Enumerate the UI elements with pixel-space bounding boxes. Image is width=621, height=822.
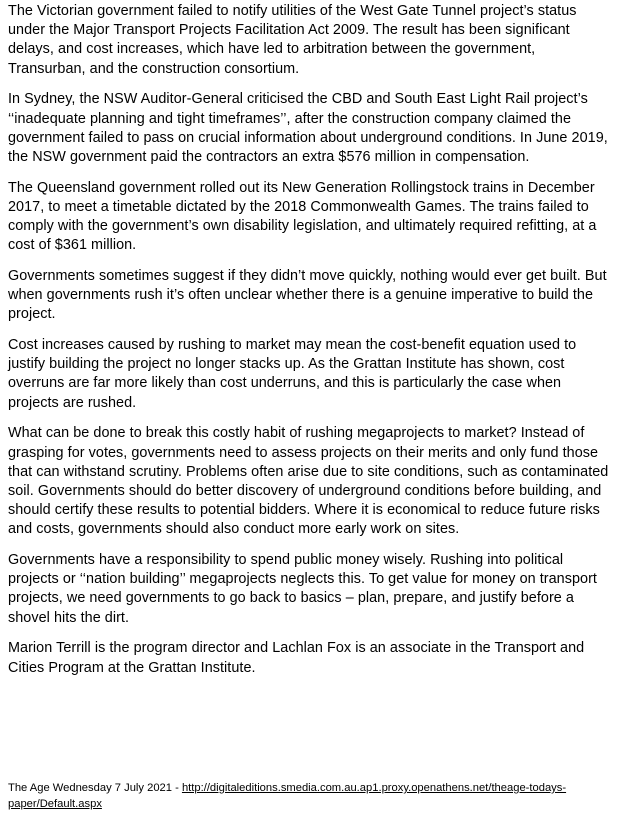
paragraph-sydney-light-rail: In Sydney, the NSW Auditor-General criticised the CBD and South East Light Rail project’s ‘‘inadequate planning and tight timeframes’’, after the construction company claimed the government failed to pass on crucial information about underground conditions. In June 2019, the NSW government paid the contractors an extra $576 million in compensation.	[8, 91, 608, 165]
paragraph-author-byline: Marion Terrill is the program director and Lachlan Fox is an associate in the Transport and Cities Program at the Grattan Institute.	[8, 640, 585, 676]
paragraph-cost-increases: Cost increases caused by rushing to market may mean the cost-benefit equation used to justify building the project no longer stacks up. As the Grattan Institute has shown, cost overruns are far more likely than cost underruns, and this is particularly the case when projects are rushed.	[8, 337, 577, 411]
paragraph-move-quickly: Governments sometimes suggest if they didn’t move quickly, nothing would ever get built. But when governments rush it’s often unclear whether there is a genuine imperative to build the project.	[8, 267, 607, 323]
source-prefix: The Age Wednesday 7 July 2021 -	[8, 782, 182, 794]
source-link[interactable]: http://digitaleditions.smedia.com.au.ap1.proxy.openathens.net/theage-todays-paper/Default.aspx	[8, 782, 567, 810]
paragraph-what-can-be-done: What can be done to break this costly habit of rushing megaprojects to market? Instead of grasping for votes, governments need to assess projects on their merits and only fund those that can withstand scrutiny. Problems often arise due to site conditions, such as contaminated soil. Governments should do better discovery of underground conditions before building, and should certify these results to potential bidders. Where it is economical to reduce future risks and costs, governments should also conduct more early work on sites.	[8, 425, 609, 538]
paragraph-responsibility: Governments have a responsibility to spend public money wisely. Rushing into political projects or ‘‘nation building’’ megaprojects neglects this. To get value for money on transport projects, we need governments to go back to basics – plan, prepare, and justify before a shovel hits the dirt.	[8, 552, 597, 626]
article-body	[8, 2, 613, 689]
source-citation	[8, 780, 613, 812]
paragraph-queensland-trains: The Queensland government rolled out its New Generation Rollingstock trains in December 2017, to meet a timetable dictated by the 2018 Commonwealth Games. The trains failed to comply with the government’s own disability legislation, and ultimately required refitting, at a cost of $361 million.	[8, 179, 597, 254]
paragraph-west-gate-tunnel: The Victorian government failed to notify utilities of the West Gate Tunnel project’s status under the Major Transport Projects Facilitation Act 2009. The result has been significant delays, and cost increases, which have led to arbitration between the government, Transurban, and the construction consortium.	[8, 3, 577, 77]
